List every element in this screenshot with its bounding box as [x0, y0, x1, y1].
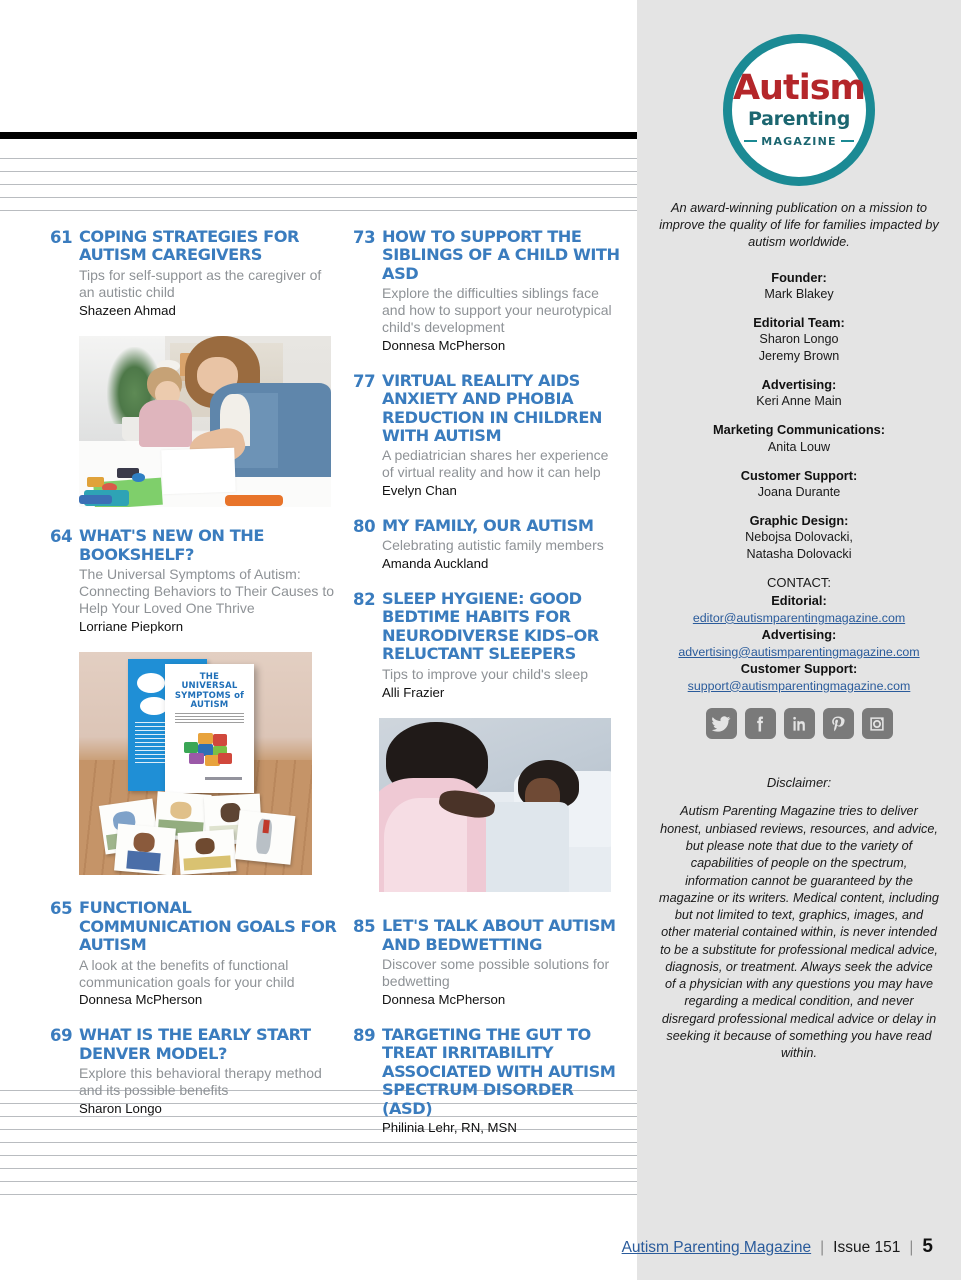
toc-entry[interactable]: [353, 590, 621, 701]
toc-description: Explore the difficulties siblings face and how to support your neurotypical child's development: [382, 285, 612, 335]
masthead-block-support: [651, 467, 947, 501]
toc-description: Tips to improve your child's sleep: [382, 665, 589, 682]
toc-title: COPING STRATEGIES FOR AUTISM CAREGIVERS: [79, 227, 300, 265]
masthead-name: Anita Louw: [767, 439, 831, 454]
contact-label-editorial: Editorial:: [771, 593, 827, 609]
masthead-role: Customer Support:: [740, 467, 858, 483]
masthead-role: Marketing Communications:: [712, 422, 886, 438]
toc-title: TARGETING THE GUT TO TREAT IRRITABILITY ASSOCIATED WITH AUTISM SPECTRUM DISORDER (ASD): [382, 1024, 616, 1118]
toc-entry[interactable]: [50, 1026, 338, 1117]
toc-description: A look at the benefits of functional communication goals for your child: [79, 956, 295, 990]
masthead-role: Graphic Design:: [749, 513, 849, 528]
masthead-block-founder: [651, 269, 947, 303]
toc-page-number: 61: [50, 228, 73, 247]
photo-book: [79, 652, 312, 875]
toc-author: Donnesa McPherson: [382, 991, 506, 1007]
toc-entry[interactable]: [353, 372, 621, 500]
header-black-bar: [0, 132, 637, 139]
masthead-role: Advertising:: [761, 377, 837, 393]
toc-title: WHAT'S NEW ON THE BOOKSHELF?: [79, 526, 265, 564]
header-rule-lines: [0, 158, 637, 223]
masthead-name: Jeremy Brown: [758, 349, 840, 364]
logo-parenting-text: Parenting: [747, 107, 851, 130]
contact-label-advertising: Advertising:: [761, 627, 837, 643]
toc-page-number: 69: [50, 1026, 73, 1046]
masthead: [651, 269, 947, 564]
photo-caregiver: [79, 336, 331, 507]
toc-page-number: 77: [353, 371, 376, 391]
toc-title: MY FAMILY, OUR AUTISM: [382, 515, 594, 535]
toc-entry[interactable]: [50, 899, 338, 1009]
toc-description: Celebrating autistic family members: [382, 537, 604, 554]
toc-entry[interactable]: [50, 228, 338, 319]
toc-title: FUNCTIONAL COMMUNICATION GOALS FOR AUTISM: [79, 898, 337, 955]
toc-title: WHAT IS THE EARLY START DENVER MODEL?: [79, 1025, 311, 1063]
footer-separator: |: [909, 1239, 914, 1256]
sidebar: [637, 0, 961, 1280]
toc-page-number: 82: [353, 589, 376, 609]
toc-description: A pediatrician shares her experience of virtual reality and how it can help: [382, 447, 609, 481]
toc-description: Discover some possible solutions for bedwetting: [382, 956, 610, 990]
masthead-name: Nebojsa Dolovacki,: [745, 530, 853, 545]
logo-magazine-text: MAGAZINE: [761, 134, 837, 148]
twitter-icon[interactable]: [706, 708, 737, 739]
toc-description: Explore this behavioral therapy method and its possible benefits: [79, 1065, 322, 1099]
toc-title: VIRTUAL REALITY AIDS ANXIETY AND PHOBIA REDUCTION IN CHILDREN WITH AUTISM: [382, 370, 603, 446]
footer-issue: Issue 151: [833, 1239, 901, 1256]
toc-author: Amanda Auckland: [382, 556, 489, 572]
toc-author: Evelyn Chan: [382, 483, 457, 499]
toc-author: Donnesa McPherson: [382, 337, 506, 353]
footer: [622, 1236, 933, 1258]
masthead-role: Founder:: [771, 269, 827, 285]
toc-entry[interactable]: [353, 517, 621, 573]
book-cover-title: THE UNIVERSAL SYMPTOMS of AUTISM: [174, 671, 245, 711]
contact-label-support: Customer Support:: [740, 661, 858, 677]
toc-page-number: 73: [353, 228, 376, 247]
toc-author: Alli Frazier: [382, 684, 445, 700]
toc-entry[interactable]: [50, 527, 338, 635]
photo-sleeping-child: [379, 718, 611, 892]
disclaimer-title: Disclaimer:: [766, 775, 832, 791]
disclaimer-body: Autism Parenting Magazine tries to deliver honest, unbiased reviews, resources, and advice, but please note that due to the variety of capabilities of people on the spectrum, information cannot be guaranteed by the magazine or its writers. Medical content, including but not limited to text, graphics, images, and other material contained within, is never intended to be a substitute for professional medical advice, diagnosis, or treatment. Always seek the advice of a physician with any questions you may have regarding a medical condition, and never disregard professional medical advice or delay in seeking it because of something you have read within.: [659, 804, 939, 1061]
contact-email-advertising[interactable]: advertising@autismparentingmagazine.com: [678, 644, 920, 659]
toc-author: Shazeen Ahmad: [79, 302, 176, 318]
toc-mid-column: [353, 228, 621, 1154]
pinterest-icon[interactable]: [823, 708, 854, 739]
logo-wrap: [651, 0, 947, 186]
toc-entry[interactable]: [353, 917, 621, 1008]
toc-title: SLEEP HYGIENE: GOOD BEDTIME HABITS FOR NEURODIVERSE KIDS–OR RELUCTANT SLEEPERS: [382, 588, 599, 664]
toc-entry[interactable]: [353, 228, 621, 355]
instagram-icon[interactable]: [862, 708, 893, 739]
toc-page-number: 80: [353, 516, 376, 536]
toc-description: Tips for self-support as the caregiver of an autistic child: [79, 266, 322, 300]
logo-dash-right: [841, 140, 854, 142]
linkedin-icon[interactable]: [784, 708, 815, 739]
masthead-block-marketing: [651, 421, 947, 455]
footer-magazine-link[interactable]: Autism Parenting Magazine: [621, 1239, 812, 1256]
contact-section: [651, 574, 947, 694]
footer-separator: |: [820, 1239, 825, 1256]
facebook-icon[interactable]: [745, 708, 776, 739]
masthead-name: Joana Durante: [757, 485, 841, 499]
logo-autism-text: Autism: [732, 68, 866, 109]
disclaimer: [651, 775, 947, 1062]
toc-description: The Universal Symptoms of Autism: Connecting Behaviors to Their Causes to Help Your Loved One Thrive: [79, 566, 334, 616]
masthead-name: Mark Blakey: [764, 286, 834, 301]
masthead-name: Sharon Longo: [759, 332, 839, 347]
contact-email-editorial[interactable]: editor@autismparentingmagazine.com: [692, 610, 906, 625]
toc-left-column: [50, 228, 338, 1135]
toc-page-number: 65: [50, 899, 73, 919]
masthead-role: Editorial Team:: [753, 314, 845, 330]
masthead-name: Natasha Dolovacki: [746, 547, 852, 562]
toc-page-number: 64: [50, 527, 73, 547]
logo-dash-left: [744, 140, 757, 142]
tagline: An award-winning publication on a mission to improve the quality of life for families impacted by autism worldwide.: [659, 200, 939, 249]
toc-author: Philinia Lehr, RN, MSN: [382, 1120, 517, 1136]
toc-author: Donnesa McPherson: [79, 992, 203, 1008]
masthead-block-editorial: [651, 314, 947, 365]
masthead-block-design: [651, 512, 947, 563]
social-links: [651, 708, 947, 739]
toc-entry[interactable]: [353, 1026, 621, 1137]
magazine-logo: [723, 34, 875, 186]
toc-title: HOW TO SUPPORT THE SIBLINGS OF A CHILD WITH ASD: [382, 227, 620, 283]
toc-title: LET'S TALK ABOUT AUTISM AND BEDWETTING: [382, 916, 616, 954]
toc-page-number: 85: [353, 917, 376, 937]
masthead-name: Keri Anne Main: [756, 394, 842, 409]
toc-page-number: 89: [353, 1025, 376, 1045]
contact-heading: CONTACT:: [766, 575, 832, 591]
toc-author: Lorriane Piepkorn: [79, 618, 184, 634]
footer-page-number: 5: [922, 1236, 933, 1257]
toc-author: Sharon Longo: [79, 1100, 162, 1116]
contact-email-support[interactable]: support@autismparentingmagazine.com: [687, 678, 911, 693]
masthead-block-advertising: [651, 376, 947, 410]
